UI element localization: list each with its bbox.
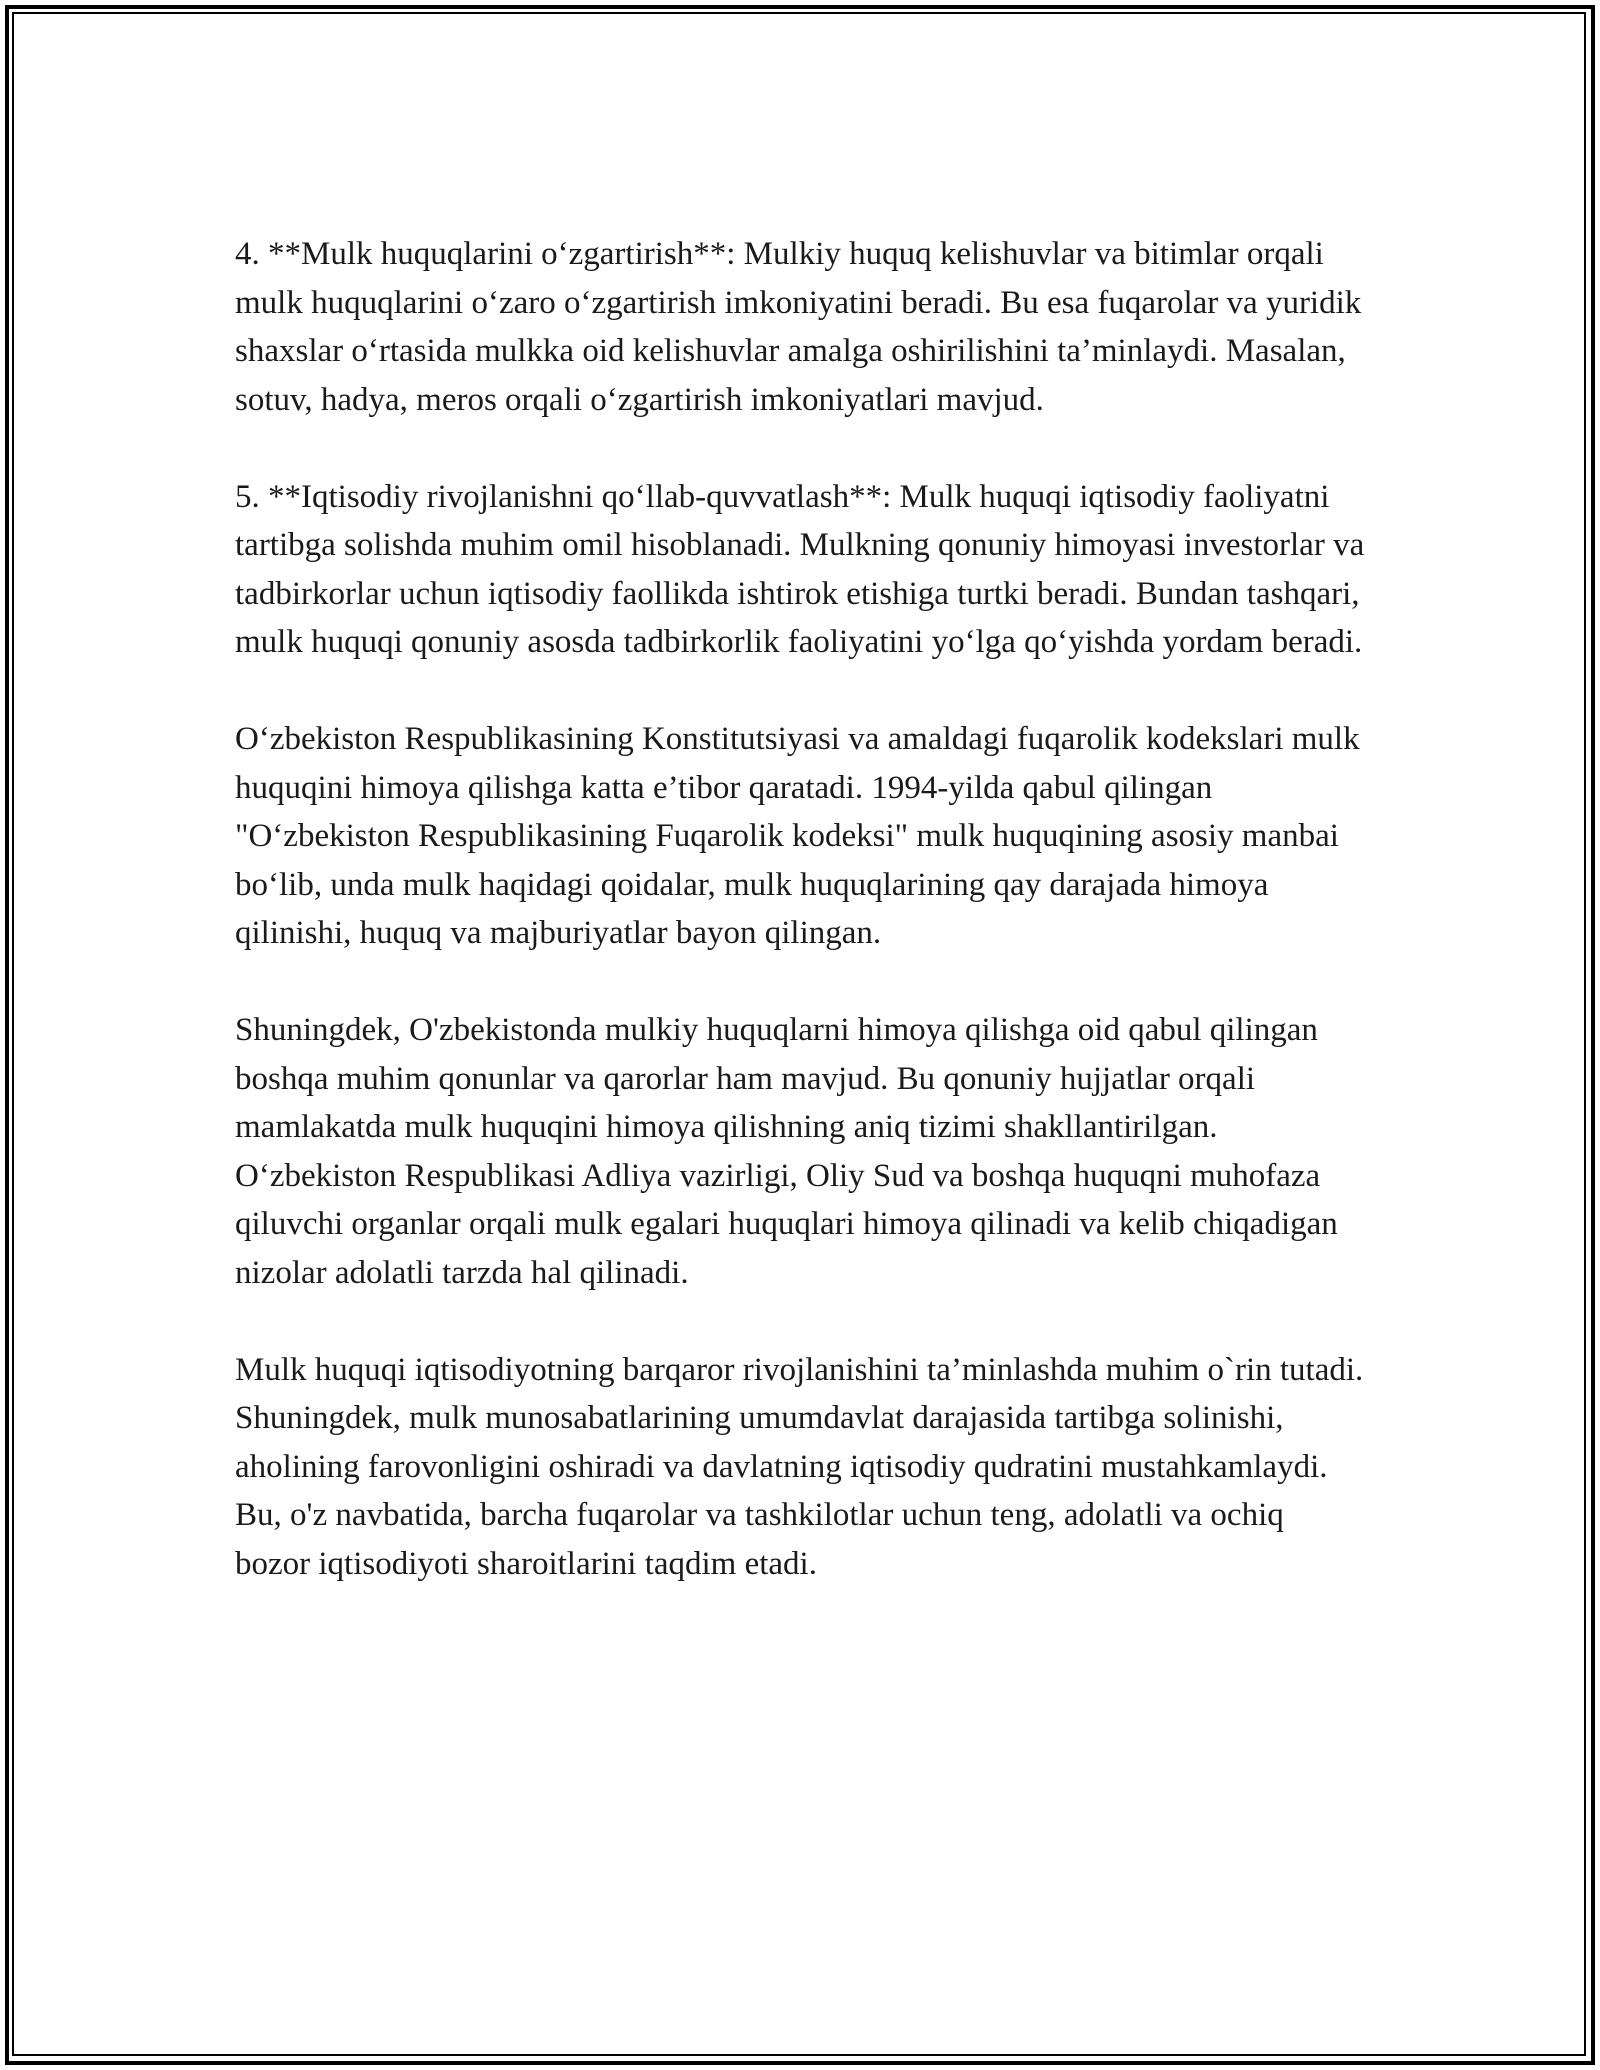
paragraph-economic-development: 5. **Iqtisodiy rivojlanishni qo‘llab-quvvatlash**: Mulk huquqi iqtisodiy faoliyatni tartibga solishda muhim omil hisoblanadi. Mulkning qonuniy himoyasi investorlar va tadbirkorlar uchun iqtisodiy faollikda ishtirok etishiga turtki beradi. Bundan tashqari, mulk huquqi qonuniy asosda tadbirkorlik faoliyatini yo‘lga qo‘yishda yordam beradi. — [235, 478, 1365, 660]
document-body — [235, 230, 1365, 1637]
paragraph-other-laws: Shuningdek, O'zbekistonda mulkiy huquqlarni himoya qilishga oid qabul qilingan boshqa muhim qonunlar va qarorlar ham mavjud. Bu qonuniy hujjatlar orqali mamlakatda mulk huquqini himoya qilishning aniq tizimi shakllantirilgan. O‘zbekiston Respublikasi Adliya vazirligi, Oliy Sud va boshqa huquqni muhofaza qiluvchi organlar orqali mulk egalari huquqlari himoya qilinadi va kelib chiqadigan nizolar adolatli tarzda hal qilinadi. — [235, 1012, 1338, 1291]
paragraph-conclusion: Mulk huquqi iqtisodiyotning barqaror rivojlanishini ta’minlashda muhim o`rin tutadi. Shuningdek, mulk munosabatlarining umumdavlat darajasida tartibga solinishi, aholining farovonligini oshiradi va davlatning iqtisodiy qudratini mustahkamlaydi. Bu, o'z navbatida, barcha fuqarolar va tashkilotlar uchun teng, adolatli va ochiq bozor iqtisodiyoti sharoitlarini taqdim etadi. — [235, 1351, 1364, 1582]
paragraph-property-rights-transfer: 4. **Mulk huquqlarini o‘zgartirish**: Mulkiy huquq kelishuvlar va bitimlar orqali mulk huquqlarini o‘zaro o‘zgartirish imkoniyatini beradi. Bu esa fuqarolar va yuridik shaxslar o‘rtasida mulkka oid kelishuvlar amalga oshirilishini ta’minlaydi. Masalan, sotuv, hadya, meros orqali o‘zgartirish imkoniyatlari mavjud. — [235, 236, 1362, 418]
paragraph-constitution-civil-code: O‘zbekiston Respublikasining Konstitutsiyasi va amaldagi fuqarolik kodekslari mulk huquqini himoya qilishga katta e’tibor qaratadi. 1994-yilda qabul qilingan "O‘zbekiston Respublikasining Fuqarolik kodeksi" mulk huquqining asosiy manbai bo‘lib, unda mulk haqidagi qoidalar, mulk huquqlarining qay darajada himoya qilinishi, huquq va majburiyatlar bayon qilingan. — [235, 721, 1360, 951]
